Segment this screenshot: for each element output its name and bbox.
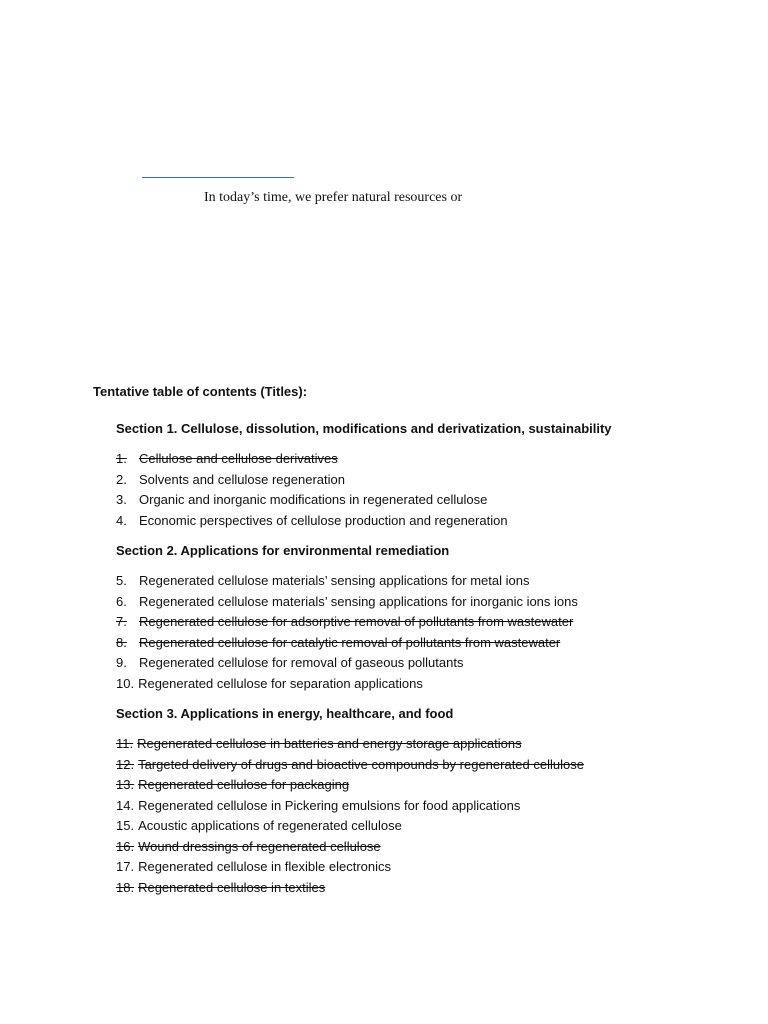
section-item-list <box>116 734 736 898</box>
section-title: Section 1. Cellulose, dissolution, modifications and derivatization, sustainability <box>116 421 612 436</box>
item-number: 6. <box>116 593 127 609</box>
toc-item-15 <box>116 816 736 837</box>
toc-item-17 <box>116 857 736 878</box>
toc-item-7 <box>116 612 736 633</box>
item-number: 8. <box>116 634 127 650</box>
toc-item-12 <box>116 755 736 776</box>
toc-item-11 <box>116 734 736 755</box>
toc-item-2 <box>116 470 736 491</box>
section-item-list <box>116 449 736 531</box>
item-title: Regenerated cellulose materials’ sensing applications for metal ions <box>139 573 530 588</box>
item-number: 17. <box>116 859 135 874</box>
item-title: Regenerated cellulose for catalytic removal of pollutants from wastewater <box>139 634 561 650</box>
toc-item-6 <box>116 592 736 613</box>
item-title: Solvents and cellulose regeneration <box>139 471 345 487</box>
item-number: 2. <box>116 471 127 487</box>
item-title: Acoustic applications of regenerated cellulose <box>138 818 402 833</box>
item-title: Regenerated cellulose in batteries and energy storage applications <box>137 736 522 751</box>
item-number: 12. <box>116 756 135 772</box>
toc-section-1 <box>116 419 736 531</box>
item-number: 3. <box>116 492 127 507</box>
toc-section-2 <box>116 541 736 694</box>
item-title: Economic perspectives of cellulose production and regeneration <box>139 512 508 528</box>
toc-item-10 <box>116 674 736 695</box>
item-number: 5. <box>116 573 127 588</box>
item-title: Wound dressings of regenerated cellulose <box>138 838 381 854</box>
item-number: 14. <box>116 797 135 813</box>
toc-section-3 <box>116 704 736 898</box>
item-number: 18. <box>116 879 135 895</box>
section-title: Section 2. Applications for environmental remediation <box>116 543 450 558</box>
toc-item-8 <box>116 633 736 654</box>
item-number: 11. <box>116 736 134 751</box>
item-title: Regenerated cellulose for adsorptive removal of pollutants from wastewater <box>139 614 574 629</box>
toc-item-1 <box>116 449 736 470</box>
toc-item-13 <box>116 775 736 796</box>
item-title: Regenerated cellulose for separation applications <box>138 675 423 691</box>
item-title: Regenerated cellulose materials’ sensing applications for inorganic ions ions <box>139 593 578 609</box>
toc-item-5 <box>116 571 736 592</box>
item-title: Regenerated cellulose in Pickering emulsions for food applications <box>138 797 521 813</box>
toc-item-14 <box>116 796 736 817</box>
section-title: Section 3. Applications in energy, healthcare, and food <box>116 706 454 721</box>
item-number: 9. <box>116 655 127 670</box>
toc-item-9 <box>116 653 736 674</box>
item-number: 7. <box>116 614 127 629</box>
item-number: 10. <box>116 675 135 691</box>
item-number: 4. <box>116 512 127 528</box>
item-title: Regenerated cellulose for removal of gaseous pollutants <box>139 655 464 670</box>
item-title: Cellulose and cellulose derivatives <box>139 451 338 466</box>
toc-item-18 <box>116 878 736 899</box>
toc-item-3 <box>116 490 736 511</box>
item-title: Targeted delivery of drugs and bioactive compounds by regenerated cellulose <box>138 756 584 772</box>
item-number: 13. <box>116 777 135 792</box>
item-number: 16. <box>116 838 135 854</box>
item-title: Organic and inorganic modifications in regenerated cellulose <box>139 492 488 507</box>
item-number: 15. <box>116 818 135 833</box>
item-title: Regenerated cellulose for packaging <box>138 777 350 792</box>
toc-item-16 <box>116 837 736 858</box>
blue-underline-rule <box>142 177 294 178</box>
section-item-list <box>116 571 736 694</box>
toc-item-4 <box>116 511 736 532</box>
item-title: Regenerated cellulose in flexible electronics <box>138 859 392 874</box>
intro-sentence: In today’s time, we prefer natural resources or <box>204 190 463 205</box>
toc-heading: Tentative table of contents (Titles): <box>93 384 308 399</box>
item-title: Regenerated cellulose in textiles <box>138 879 326 895</box>
item-number: 1. <box>116 451 127 466</box>
